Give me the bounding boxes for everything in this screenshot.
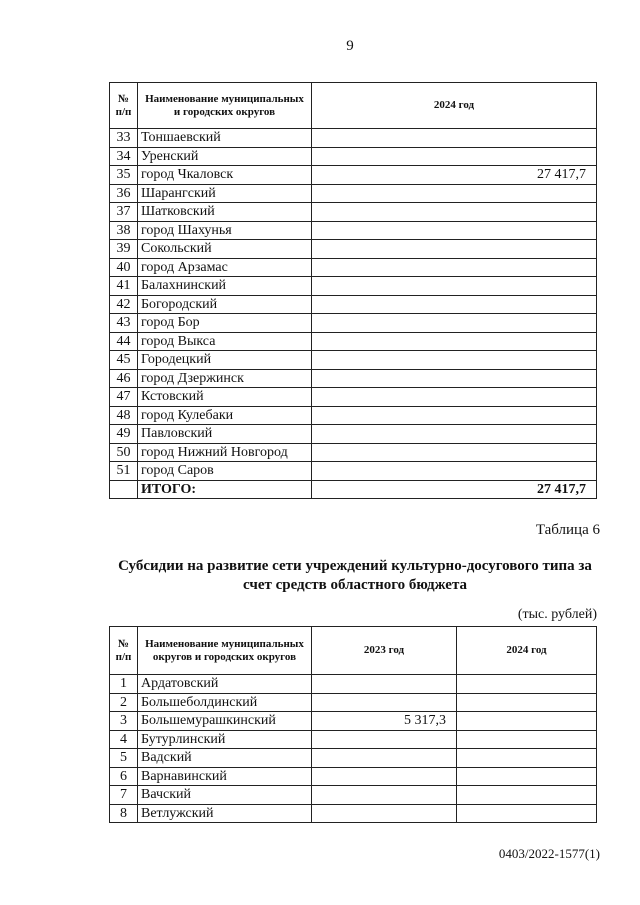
row-number: 8 — [110, 804, 138, 823]
value-2023 — [312, 693, 457, 712]
table-row — [110, 295, 597, 314]
table-row — [110, 221, 597, 240]
value-2024 — [457, 749, 597, 768]
col-header-number: № п/п — [110, 627, 138, 675]
municipality-name: Шатковский — [138, 203, 312, 222]
value-2024 — [312, 406, 597, 425]
value-2023 — [312, 786, 457, 805]
value-2023: 5 317,3 — [312, 712, 457, 731]
row-number: 45 — [110, 351, 138, 370]
row-number: 37 — [110, 203, 138, 222]
value-2023 — [312, 730, 457, 749]
municipality-name: Сокольский — [138, 240, 312, 259]
value-2024 — [457, 767, 597, 786]
municipality-name: Уренский — [138, 147, 312, 166]
value-2024 — [312, 295, 597, 314]
table-row — [110, 406, 597, 425]
row-number: 36 — [110, 184, 138, 203]
value-2024 — [312, 129, 597, 148]
municipality-name: Вачский — [138, 786, 312, 805]
value-2024 — [312, 425, 597, 444]
municipality-name: Городецкий — [138, 351, 312, 370]
table-label: Таблица 6 — [535, 522, 600, 538]
table-row — [110, 129, 597, 148]
municipality-name: город Бор — [138, 314, 312, 333]
table-row — [110, 351, 597, 370]
municipality-name: Павловский — [138, 425, 312, 444]
table-row — [110, 804, 597, 823]
table-row — [110, 712, 597, 731]
value-2024 — [312, 314, 597, 333]
value-2024 — [457, 804, 597, 823]
total-label: ИТОГО: — [138, 480, 312, 499]
table-row — [110, 258, 597, 277]
value-2024 — [312, 147, 597, 166]
table-row — [110, 786, 597, 805]
row-number: 35 — [110, 166, 138, 185]
row-number: 3 — [110, 712, 138, 731]
row-number: 48 — [110, 406, 138, 425]
row-number: 39 — [110, 240, 138, 259]
table-row — [110, 693, 597, 712]
value-2024 — [457, 712, 597, 731]
value-2023 — [312, 675, 457, 694]
table-title: Субсидии на развитие сети учреждений культурно-досугового типа за счет средств областного бюджета — [118, 558, 592, 593]
value-2023 — [312, 804, 457, 823]
municipality-name: город Кулебаки — [138, 406, 312, 425]
row-number: 40 — [110, 258, 138, 277]
row-number: 34 — [110, 147, 138, 166]
table-row — [110, 675, 597, 694]
table-row — [110, 147, 597, 166]
value-2024 — [457, 675, 597, 694]
table-row — [110, 730, 597, 749]
table-row — [110, 767, 597, 786]
value-2024 — [457, 730, 597, 749]
table-row — [110, 749, 597, 768]
value-2024 — [312, 351, 597, 370]
row-number: 44 — [110, 332, 138, 351]
value-2023 — [312, 767, 457, 786]
table-row — [110, 443, 597, 462]
municipality-name: Бутурлинский — [138, 730, 312, 749]
table-header-row — [110, 83, 597, 129]
municipality-name: город Нижний Новгород — [138, 443, 312, 462]
total-value: 27 417,7 — [312, 480, 597, 499]
value-2024 — [312, 258, 597, 277]
col-header-2024: 2024 год — [457, 627, 597, 675]
municipality-name: Большемурашкинский — [138, 712, 312, 731]
total-number-cell — [110, 480, 138, 499]
value-2024 — [312, 462, 597, 481]
col-header-2023: 2023 год — [312, 627, 457, 675]
table-row — [110, 277, 597, 296]
value-2024 — [457, 786, 597, 805]
value-2024 — [312, 221, 597, 240]
table-row — [110, 462, 597, 481]
value-2024 — [312, 443, 597, 462]
municipality-name: город Выкса — [138, 332, 312, 351]
table-culture-subsidies — [109, 626, 597, 823]
municipality-name: Шарангский — [138, 184, 312, 203]
value-2024 — [312, 240, 597, 259]
row-number: 51 — [110, 462, 138, 481]
municipality-name: Вадский — [138, 749, 312, 768]
total-row — [110, 480, 597, 499]
value-2024 — [312, 369, 597, 388]
value-2024 — [457, 693, 597, 712]
table-row — [110, 166, 597, 185]
municipality-name: Балахнинский — [138, 277, 312, 296]
municipality-name: Тоншаевский — [138, 129, 312, 148]
municipality-name: Кстовский — [138, 388, 312, 407]
table-row — [110, 184, 597, 203]
col-header-name: Наименование муниципальных и городских округов — [138, 83, 312, 129]
row-number: 1 — [110, 675, 138, 694]
row-number: 41 — [110, 277, 138, 296]
municipality-name: Ветлужский — [138, 804, 312, 823]
row-number: 7 — [110, 786, 138, 805]
municipality-name: Варнавинский — [138, 767, 312, 786]
document-code: 0403/2022-1577(1) — [498, 846, 600, 861]
table-row — [110, 388, 597, 407]
col-header-number: № п/п — [110, 83, 138, 129]
value-2024 — [312, 332, 597, 351]
municipality-name: город Шахунья — [138, 221, 312, 240]
municipality-name: город Саров — [138, 462, 312, 481]
row-number: 50 — [110, 443, 138, 462]
value-2024 — [312, 203, 597, 222]
municipality-name: город Арзамас — [138, 258, 312, 277]
table-row — [110, 332, 597, 351]
col-header-2024: 2024 год — [312, 83, 597, 129]
municipality-name: Ардатовский — [138, 675, 312, 694]
col-header-name: Наименование муниципальных округов и городских округов — [138, 627, 312, 675]
units-label: (тыс. рублей) — [517, 607, 597, 622]
municipality-name: Большеболдинский — [138, 693, 312, 712]
value-2023 — [312, 749, 457, 768]
table-row — [110, 240, 597, 259]
page-number: 9 — [346, 38, 354, 54]
municipality-name: город Дзержинск — [138, 369, 312, 388]
row-number: 38 — [110, 221, 138, 240]
table-header-row — [110, 627, 597, 675]
row-number: 47 — [110, 388, 138, 407]
row-number: 33 — [110, 129, 138, 148]
row-number: 5 — [110, 749, 138, 768]
row-number: 6 — [110, 767, 138, 786]
table-row — [110, 314, 597, 333]
value-2024: 27 417,7 — [312, 166, 597, 185]
row-number: 2 — [110, 693, 138, 712]
row-number: 4 — [110, 730, 138, 749]
table-row — [110, 369, 597, 388]
table-2024-subsidies — [109, 82, 597, 499]
table-row — [110, 203, 597, 222]
municipality-name: Богородский — [138, 295, 312, 314]
value-2024 — [312, 184, 597, 203]
table-row — [110, 425, 597, 444]
row-number: 46 — [110, 369, 138, 388]
row-number: 42 — [110, 295, 138, 314]
value-2024 — [312, 277, 597, 296]
row-number: 43 — [110, 314, 138, 333]
row-number: 49 — [110, 425, 138, 444]
municipality-name: город Чкаловск — [138, 166, 312, 185]
value-2024 — [312, 388, 597, 407]
